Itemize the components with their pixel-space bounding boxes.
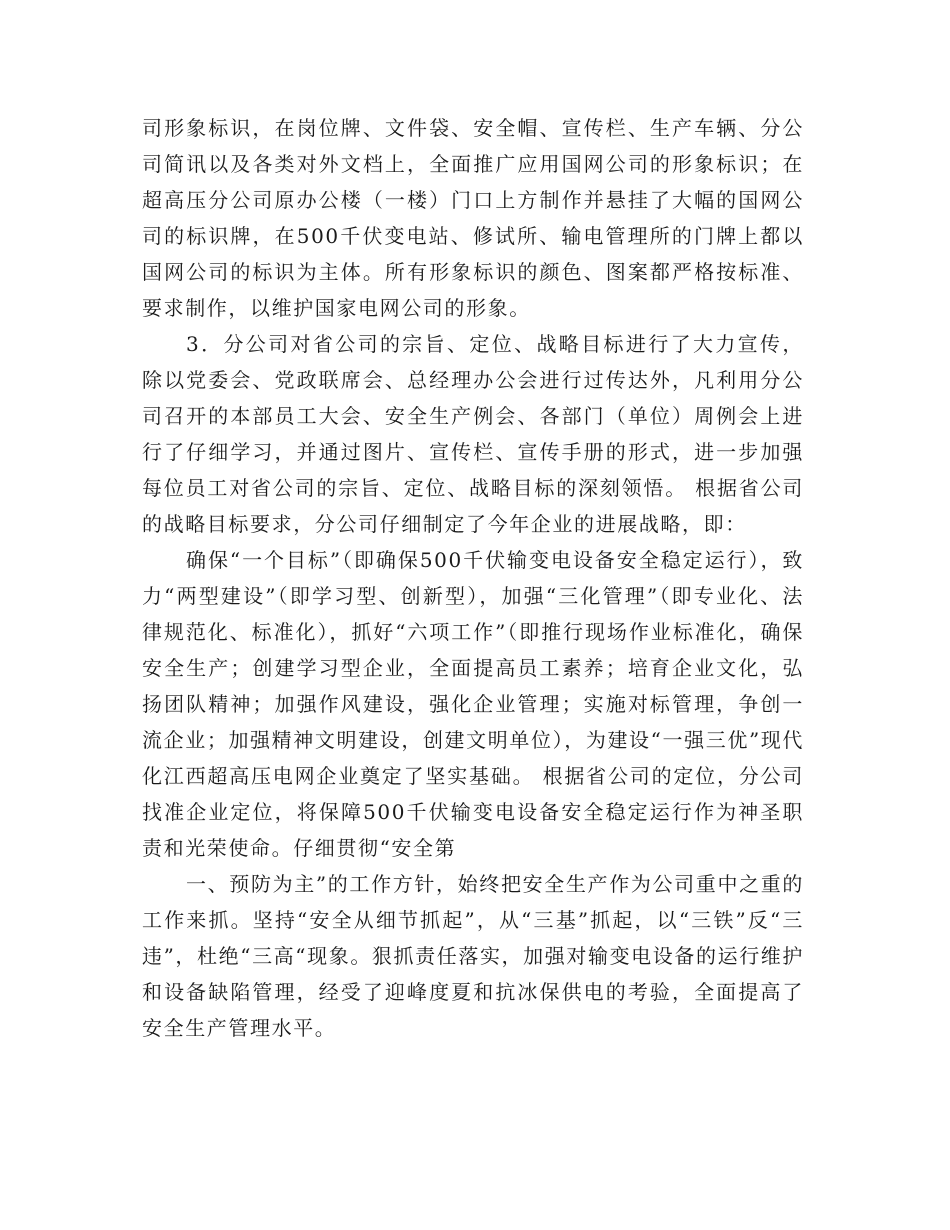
paragraph-development-strategy: 确保“一个目标”（即确保500千伏输变电设备安全稳定运行），致力“两型建设”（即学习型、创新型），加强“三化管理”（即专业化、法律规范化、标准化），抓好“六项工作”（即推行现场作业标准化，确保安全生产；创建学习型企业，全面提高员工素养；培育企业文化，弘扬团队精神；加强作风建设，强化企业管理；实施对标管理，争创一流企业；加强精神文明建设，创建文明单位），为建设“一强三优”现代化江西超高压电网企业奠定了坚实基础。 根据省公司的定位，分公司找准企业定位，将保障500千伏输变电设备安全稳定运行作为神圣职责和光荣使命。仔细贯彻“安全第 — [142, 548, 804, 860]
document-body — [142, 110, 804, 1046]
paragraph-logo-promotion: 司形象标识，在岗位牌、文件袋、安全帽、宣传栏、生产车辆、分公司简讯以及各类对外文档上，全面推广应用国网公司的形象标识；在超高压分公司原办公楼（一楼）门口上方制作并悬挂了大幅的国网公司的标识牌，在500千伏变电站、修试所、输电管理所的门牌上都以国网公司的标识为主体。所有形象标识的颜色、图案都严格按标准、要求制作，以维护国家电网公司的形象。 — [142, 116, 804, 320]
paragraph-safety-policy: 一、预防为主”的工作方针，始终把安全生产作为公司重中之重的工作来抓。坚持“安全从细节抓起”，从“三基”抓起，以“三铁”反“三违”，杜绝“三高“现象。狠抓责任落实，加强对输变电设备的运行维护和设备缺陷管理，经受了迎峰度夏和抗冰保供电的考验，全面提高了安全生产管理水平。 — [142, 872, 804, 1040]
paragraph-strategy-publicity: 3．分公司对省公司的宗旨、定位、战略目标进行了大力宣传，除以党委会、党政联席会、总经理办公会进行过传达外，凡利用分公司召开的本部员工大会、安全生产例会、各部门（单位）周例会上进行了仔细学习，并通过图片、宣传栏、宣传手册的形式，进一步加强每位员工对省公司的宗旨、定位、战略目标的深刻领悟。 根据省公司的战略目标要求，分公司仔细制定了今年企业的进展战略，即： — [142, 332, 804, 536]
